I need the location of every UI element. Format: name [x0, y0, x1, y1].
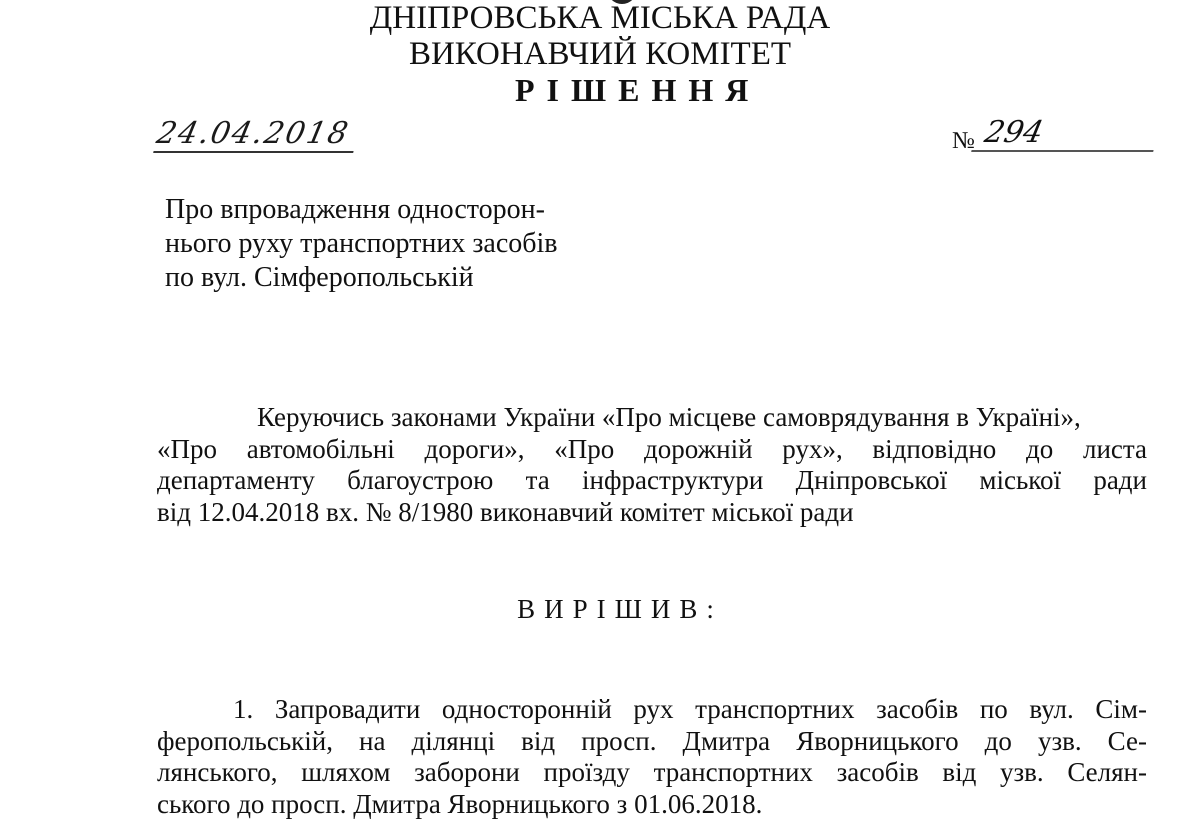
item-line: 1. Запровадити односторонній рух транспортних засобів по вул. Сім- [233, 694, 1147, 724]
preamble-line: «Про автомобільні дороги», «Про дорожній рух», відповідно до листа [157, 433, 1147, 464]
resolved-heading: ВИРІШИВ: [517, 594, 723, 624]
item-line: ського до просп. Дмитра Яворницького з 01.06.2018. [157, 788, 763, 819]
subject-line: Про впровадження односторон- [165, 194, 545, 225]
organization-title: ДНІПРОВСЬКА МІСЬКА РАДА [369, 0, 831, 36]
preamble-line: Керуючись законами України «Про місцеве самоврядування в Україні», [257, 402, 1081, 432]
subject-line: нього руху транспортних засобів [165, 228, 558, 259]
handwritten-number: 294 [971, 116, 1161, 152]
preamble-paragraph [157, 402, 1147, 528]
resolution-item-1 [157, 694, 1147, 820]
handwritten-date: 24.04.2018 [153, 117, 361, 153]
preamble-line: від 12.04.2018 вх. № 8/1980 виконавчий комітет міської ради [157, 496, 854, 527]
committee-title: ВИКОНАВЧИЙ КОМІТЕТ [408, 36, 792, 72]
preamble-line: департаменту благоустрою та інфраструктури Дніпровської міської ради [157, 465, 1147, 495]
subject-line: по вул. Сімферопольській [165, 262, 474, 293]
number-label: № [952, 128, 975, 154]
item-line: лянського, шляхом заборони проїзду транспортних засобів від узв. Селян- [157, 757, 1147, 787]
item-line: феропольській, на ділянці від просп. Дмитра Яворницького до узв. Се- [157, 725, 1147, 756]
document-type-heading: РІШЕННЯ [515, 72, 761, 108]
decision-subject [165, 193, 585, 295]
